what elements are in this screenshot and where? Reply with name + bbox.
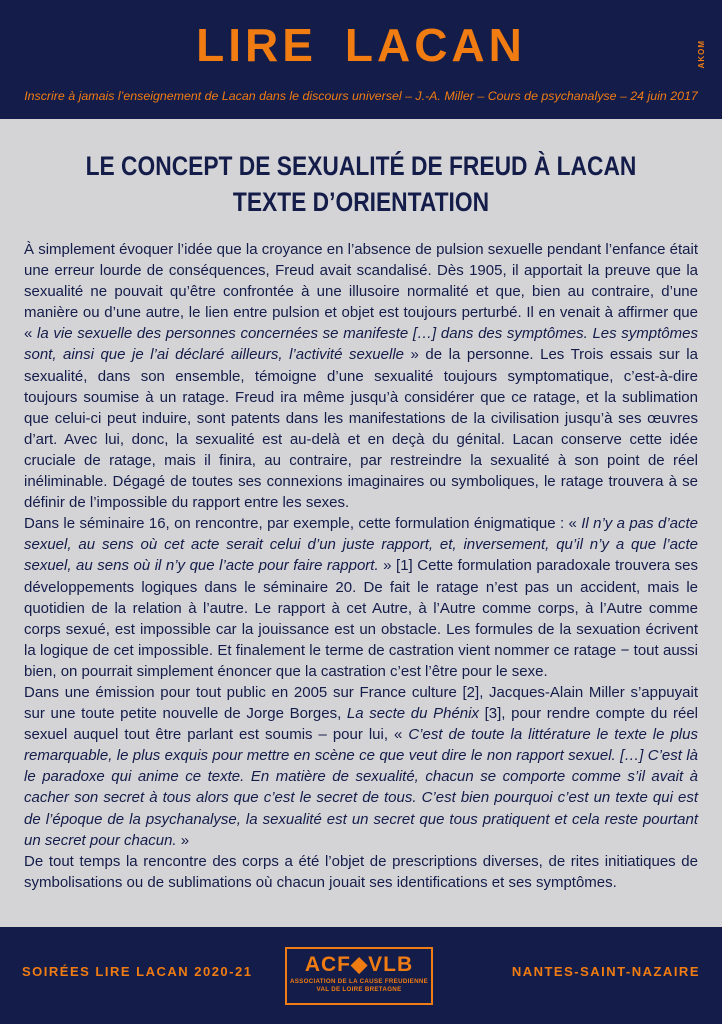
seminar-quote: Il n’y a pas d’acte sexuel, au sens où cet acte serait celui d’un juste rapport, et, inversement, qu’il n’y a que l’acte sexuel, au sens où il n’y que l’acte pour faire rapport. (24, 515, 699, 575)
header-banner (0, 0, 722, 119)
paragraph-4: De tout temps la rencontre des corps a été l’objet de prescriptions diverses, de rites initiatiques de symbolisations ou de sublimations où chacun jouait ses identifications et ses symptômes. (24, 852, 698, 891)
brand-word-lire: LIRE (196, 19, 317, 71)
miller-quote: C’est de toute la littérature le texte le plus remarquable, le plus exquis pour mettre en scène ce que veut dire le non rapport sexuel. […] C’est là le paradoxe qui anime ce texte. En matière de sexualité, chacun se comporte comme s’il avait à cacher son secret à tous alors que c’est le secret de tous. C’est bien pourquoi c’est un texte qui est de l’époque de la psychanalyse, la sexualité est un secret que tous pratiquent et cela reste pourtant un secret pour chacun. (24, 726, 698, 849)
brand-word-lacan: LACAN (344, 19, 526, 71)
title-line-1: LE CONCEPT DE SEXUALITÉ DE FREUD À LACAN (85, 151, 637, 181)
side-tag: AKOM (697, 40, 706, 69)
logo-subtitle-2: VAL DE LOIRE BRETAGNE (316, 986, 402, 993)
logo-subtitle-1: ASSOCIATION DE LA CAUSE FREUDIENNE (289, 978, 429, 985)
paragraph-3: Dans une émission pour tout public en 2005 sur France culture [2], Jacques-Alain Miller s’appuyait sur une toute petite nouvelle de Jorge Borges, La secte du Phénix [3], pour rendre compte du réel sexuel auquel tout être parlant est soumis – pour lui, « C’est de toute la littérature le texte le plus remarquable, le plus exquis pour mettre en scène ce que veut dire le non rapport sexuel. […] C’est là le paradoxe qui anime ce texte. En matière de sexualité, chacun se comporte comme s’il avait à cacher son secret à tous alors que c’est le secret de tous. C’est bien pourquoi c’est un texte qui est de l’époque de la psychanalyse, la sexualité est un secret que tous pratiquent et cela reste pourtant un secret pour chacun. » (24, 683, 698, 849)
book-title: La secte du Phénix (346, 705, 479, 723)
paragraph-2: Dans le séminaire 16, on rencontre, par exemple, cette formulation énigmatique : « Il n’y a pas d’acte sexuel, au sens où cet acte serait celui d’un juste rapport, et, inversement, qu’il n’y a que l’acte sexuel, au sens où il n’y que l’acte pour faire rapport. » [1] Cette formulation paradoxale trouvera ses développements logiques dans le séminaire 20. De fait le ratage n’est pas un accident, mais le quotidien de la relation à l’autre. Le rapport à cet Autre, à l’Autre comme corps, à l’Autre comme corps sexué, est impossible car la jouissance est un obstacle. Les formules de la sexuation écrivent la logique de cet impossible. Et finalement le terme de castration vient nommer ce ratage − tout aussi bien, on pourrait simplement énoncer que la castration c’est l’être pour le sexe. (24, 515, 699, 680)
article (0, 119, 722, 927)
acf-vlb-logo (285, 947, 433, 1005)
article-title (51, 148, 672, 220)
logo-wordmark: ACF◆VLB (304, 953, 414, 976)
paragraph-1: À simplement évoquer l’idée que la croyance en l’absence de pulsion sexuelle pendant l’enfance était une erreur lourde de conséquences, Freud avait scandalisé. Dès 1905, il apportait la preuve que la sexualité ne pouvait qu’être confrontée à une illusoire normalité et que, bien au contraire, d’une manière ou d’une autre, le lien entre pulsion et objet est toujours perturbé. Il en venait à affirmer que « la vie sexuelle des personnes concernées se manifeste […] dans des symptômes. Les symptômes sont, ainsi que je l’ai déclaré ailleurs, l’activité sexuelle » de la personne. Les Trois essais sur la sexualité, dans son ensemble, témoigne d’une sexualité toujours symptomatique, c’est-à-dire toujours soumise à un ratage. Freud ira même jusqu’à considérer que ce ratage, et la sublimation que celui-ci peut induire, sont patents dans les manifestations de la civilisation jusqu’à ses œuvres d’art. Avec lui, donc, la sexualité est au-delà et en deçà du génital. Lacan conserve cette idée cruciale de ratage, mais il finira, au contraire, par restreindre la sexualité à son point de réel inéliminable. Dégagé de toutes ses connexions imaginaires ou symboliques, le ratage trouvera à se définir de l’impossible du rapport entre les sexes. (24, 241, 698, 512)
footer-location: NANTES-SAINT-NAZAIRE (511, 964, 700, 979)
title-line-2: TEXTE D’ORIENTATION (232, 187, 490, 217)
footer-banner (0, 927, 722, 1024)
article-body (24, 239, 698, 893)
freud-quote: la vie sexuelle des personnes concernées se manifeste […] dans des symptômes. Les symptômes sont, ainsi que je l’ai déclaré ailleurs, l’activité sexuelle (24, 325, 698, 364)
header-quote: Inscrire à jamais l’enseignement de Lacan dans le discours universel – J.-A. Miller – Cours de psychanalyse – 24 juin 2017 (24, 89, 698, 103)
footer-event-label: SOIRÉES LIRE LACAN 2020-21 (22, 964, 253, 979)
brand-title (0, 18, 722, 72)
